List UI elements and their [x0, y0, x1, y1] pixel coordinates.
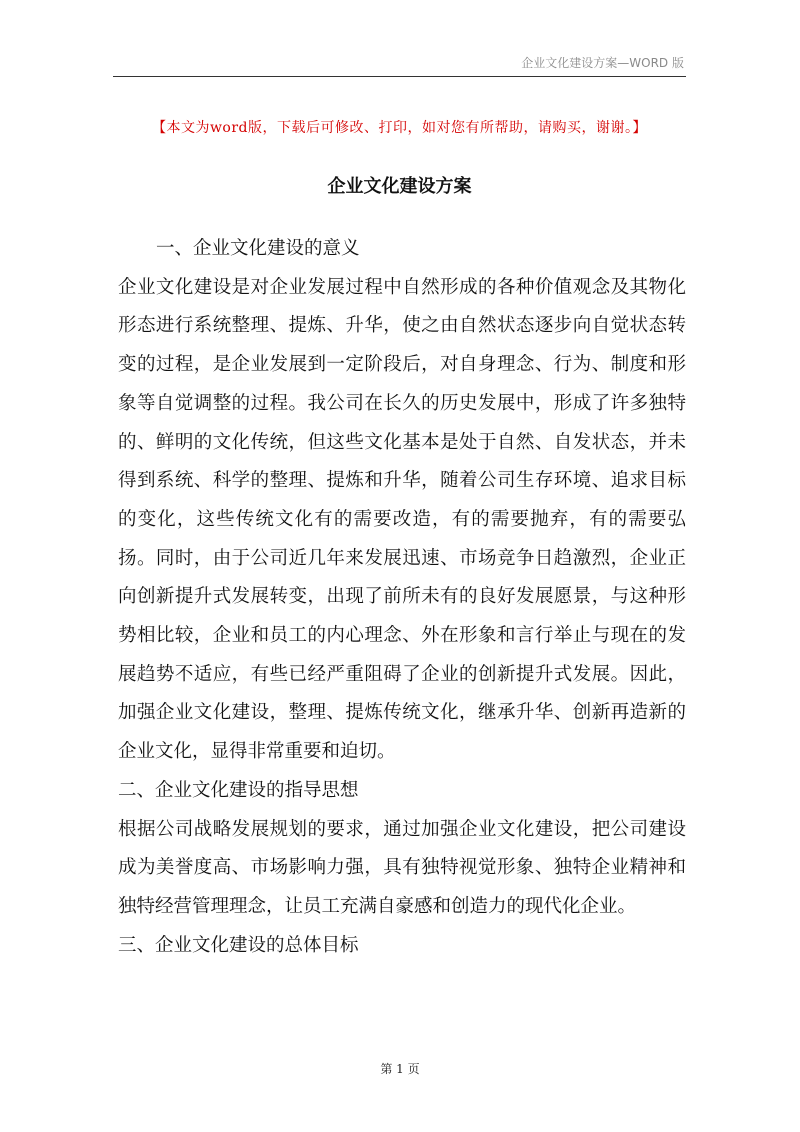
purchase-notice: 【本文为word版，下载后可修改、打印，如对您有所帮助，请购买，谢谢。】	[151, 120, 648, 136]
section-paragraph-1: 企业文化建设是对企业发展过程中自然形成的各种价值观念及其物化形态进行系统整理、提炼、升华，使之由自然状态逐步向自觉状态转变的过程，是企业发展到一定阶段后，对自身理念、行为、制度和形象等自觉调整的过程。我公司在长久的历史发展中，形成了许多独特的、鲜明的文化传统，但这些文化基本是处于自然、自发状态，并未得到系统、科学的整理、提炼和升华，随着公司生存环境、追求目标的变化，这些传统文化有的需要改造，有的需要抛弃，有的需要弘扬。同时，由于公司近几年来发展迅速、市场竞争日趋激烈，企业正向创新提升式发展转变，出现了前所未有的良好发展愿景，与这种形势相比较，企业和员工的内心理念、外在形象和言行举止与现在的发展趋势不适应，有些已经严重阻碍了企业的创新提升式发展。因此，加强企业文化建设，整理、提炼传统文化，继承升华、创新再造新的企业文化，显得非常重要和迫切。	[118, 276, 686, 763]
section-heading-2: 二、企业文化建设的指导思想	[118, 779, 359, 801]
page-number: 第 1 页	[380, 1062, 420, 1076]
section-paragraph-2: 根据公司战略发展规划的要求，通过加强企业文化建设，把公司建设成为美誉度高、市场影响力强，具有独特视觉形象、独特企业精神和独特经营管理理念，让员工充满自豪感和创造力的现代化企业。	[118, 818, 686, 917]
section-heading-3: 三、企业文化建设的总体目标	[118, 934, 359, 956]
document-body	[118, 230, 686, 965]
document-title: 企业文化建设方案	[327, 176, 472, 197]
running-header: 企业文化建设方案—WORD 版	[521, 56, 684, 70]
section-heading-1: 一、企业文化建设的意义	[156, 238, 360, 259]
header-divider	[113, 76, 686, 77]
